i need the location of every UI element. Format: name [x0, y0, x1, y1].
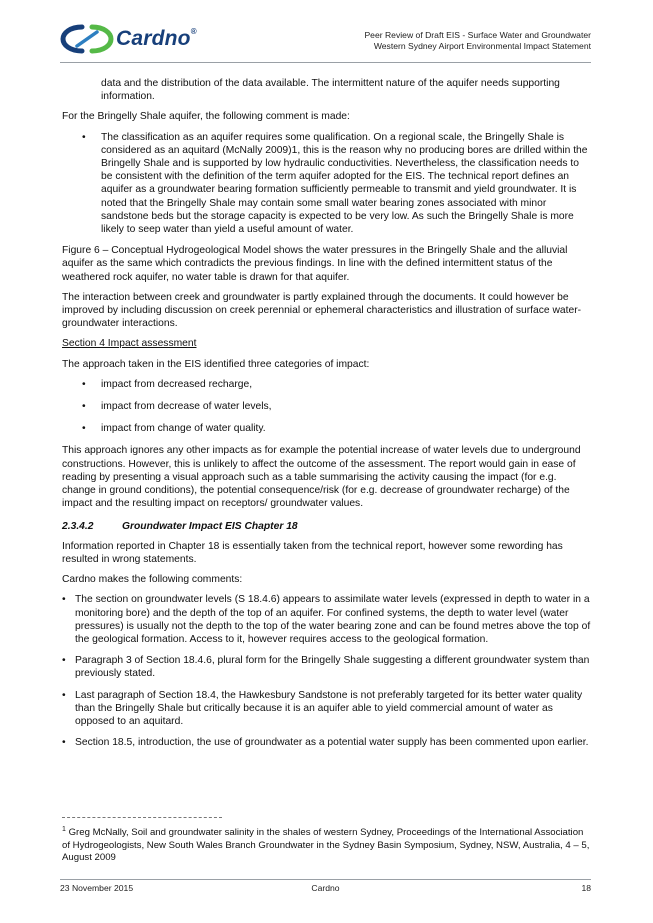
paragraph-figure-6: Figure 6 – Conceptual Hydrogeological Model shows the water pressures in the Bringelly Shale and the alluvial aquifer as the same which contradicts the previous findings. In line with the defined intermittent status of the weathered rock aquifer, no water table is drawn for that aquifer.: [62, 245, 568, 283]
section-title: Groundwater Impact EIS Chapter 18: [122, 521, 298, 533]
impact-item: • impact from change of water quality.: [62, 422, 592, 435]
header-title: [364, 30, 591, 52]
impact-item: • impact from decreased recharge,: [62, 378, 592, 391]
paragraph-approach: The approach taken in the EIS identified three categories of impact:: [62, 358, 370, 370]
paragraph-aquifer-continuation: data and the distribution of the data available. The intermittent nature of the aquifer needs supporting information.: [101, 78, 560, 103]
cardno-logo-mark-icon: [60, 24, 114, 54]
footer-date: 23 November 2015: [60, 883, 134, 893]
section-number: 2.3.4.2: [62, 521, 94, 533]
footnote-number: 1: [62, 826, 66, 833]
page-footer: [60, 883, 591, 895]
comment-item: • Last paragraph of Section 18.4, the Hawkesbury Sandstone is not preferably targeted for its better water quality than the Bringelly Shale but critically because it is an aquifer able to yield commercial amount of water as opposed to an aquitard.: [62, 689, 592, 729]
paragraph-comments-intro: Cardno makes the following comments:: [62, 574, 243, 586]
logo-wordmark: Cardno®: [116, 27, 197, 50]
body-text: [62, 77, 592, 757]
bullet-aquifer-classification: • The classification as an aquifer requires some qualification. On a regional scale, the Bringelly Shale is considered as an aquitard (McNally 2009)1, this is the reason why no producing bores are drilled within the Bringelly Shale and is supported by low hydraulic conductivities. Nevertheless, the classification needs to be consistent with the definition of the term aquifer adopted for the EIS. The technical report defines an aquifer as a groundwater bearing formation sufficiently permeable to transmit and yield groundwater. It is noted that the Bringelly Shale may contain some small water bearing zones associated with minor sandstone beds but the storage capacity is expected to be very low. As such the Bringelly Shale is more likely to seep water than yield a useful amount of water.: [62, 131, 592, 237]
page-number: 18: [581, 883, 591, 893]
impact-item: • impact from decrease of water levels,: [62, 400, 592, 413]
section-heading-2-3-4-2: [62, 520, 592, 533]
comment-item: • The section on groundwater levels (S 18.4.6) appears to assimilate water levels (expressed in depth to water in a monitoring bore) and the depth of the top of an aquifer. For confined systems, the depth to water level (water pressures) is usually not the depth to the top of the water bearing zone and can be found metres above the top of the geological formation. Access to it, however requires access to the geological formation.: [62, 593, 592, 646]
cardno-logo: [60, 24, 220, 58]
footer-company: Cardno: [311, 883, 340, 893]
page-header: [60, 20, 591, 58]
header-title-line-1: Peer Review of Draft EIS - Surface Water and Groundwater: [364, 30, 591, 40]
footer-divider: [60, 879, 591, 880]
comment-list: [62, 593, 592, 749]
header-title-line-2: Western Sydney Airport Environmental Impact Statement: [373, 41, 591, 51]
paragraph-creek-interaction: The interaction between creek and groundwater is partly explained through the documents. It could however be improved by including discussion on creek perennial or ephemeral characteristics and illustration of surface water-groundwater interactions.: [62, 291, 582, 330]
bringelly-bullet-list: [62, 131, 592, 237]
paragraph-bringelly-intro: For the Bringelly Shale aquifer, the following comment is made:: [62, 111, 350, 123]
comment-item: • Paragraph 3 of Section 18.4.6, plural form for the Bringelly Shale suggesting a different groundwater system than previously stated.: [62, 654, 592, 680]
footnote: [62, 824, 592, 864]
impact-category-list: [62, 378, 592, 436]
paragraph-approach-critique: This approach ignores any other impacts as for example the potential increase of water levels due to underground constructions. However, this is unlikely to affect the outcome of the assessment. The report would gain in ease of reading by presenting a visual approach such as a table summarising the activity causing the impact (for e.g. change in ground conditions), the potential consequence/risk (for e.g. decrease of groundwater recharge) of the impact and the resulting impact on receptors/ groundwater values.: [62, 445, 581, 510]
footnote-divider: [62, 817, 222, 818]
section-4-heading: Section 4 Impact assessment: [62, 338, 197, 350]
paragraph-chapter-18: Information reported in Chapter 18 is essentially taken from the technical report, however some rewording has resulted in wrong statements.: [62, 540, 563, 565]
footnote-text: Greg McNally, Soil and groundwater salinity in the shales of western Sydney, Proceedings of the International Association of Hydrogeologists, New South Wales Branch Groundwater in the Sydney Basin Symposium, Sydney, NSW, Australia, 4 – 5, August 2009: [62, 827, 590, 863]
header-divider: [60, 62, 591, 63]
comment-item: • Section 18.5, introduction, the use of groundwater as a potential water supply has been commented upon earlier.: [62, 736, 592, 749]
